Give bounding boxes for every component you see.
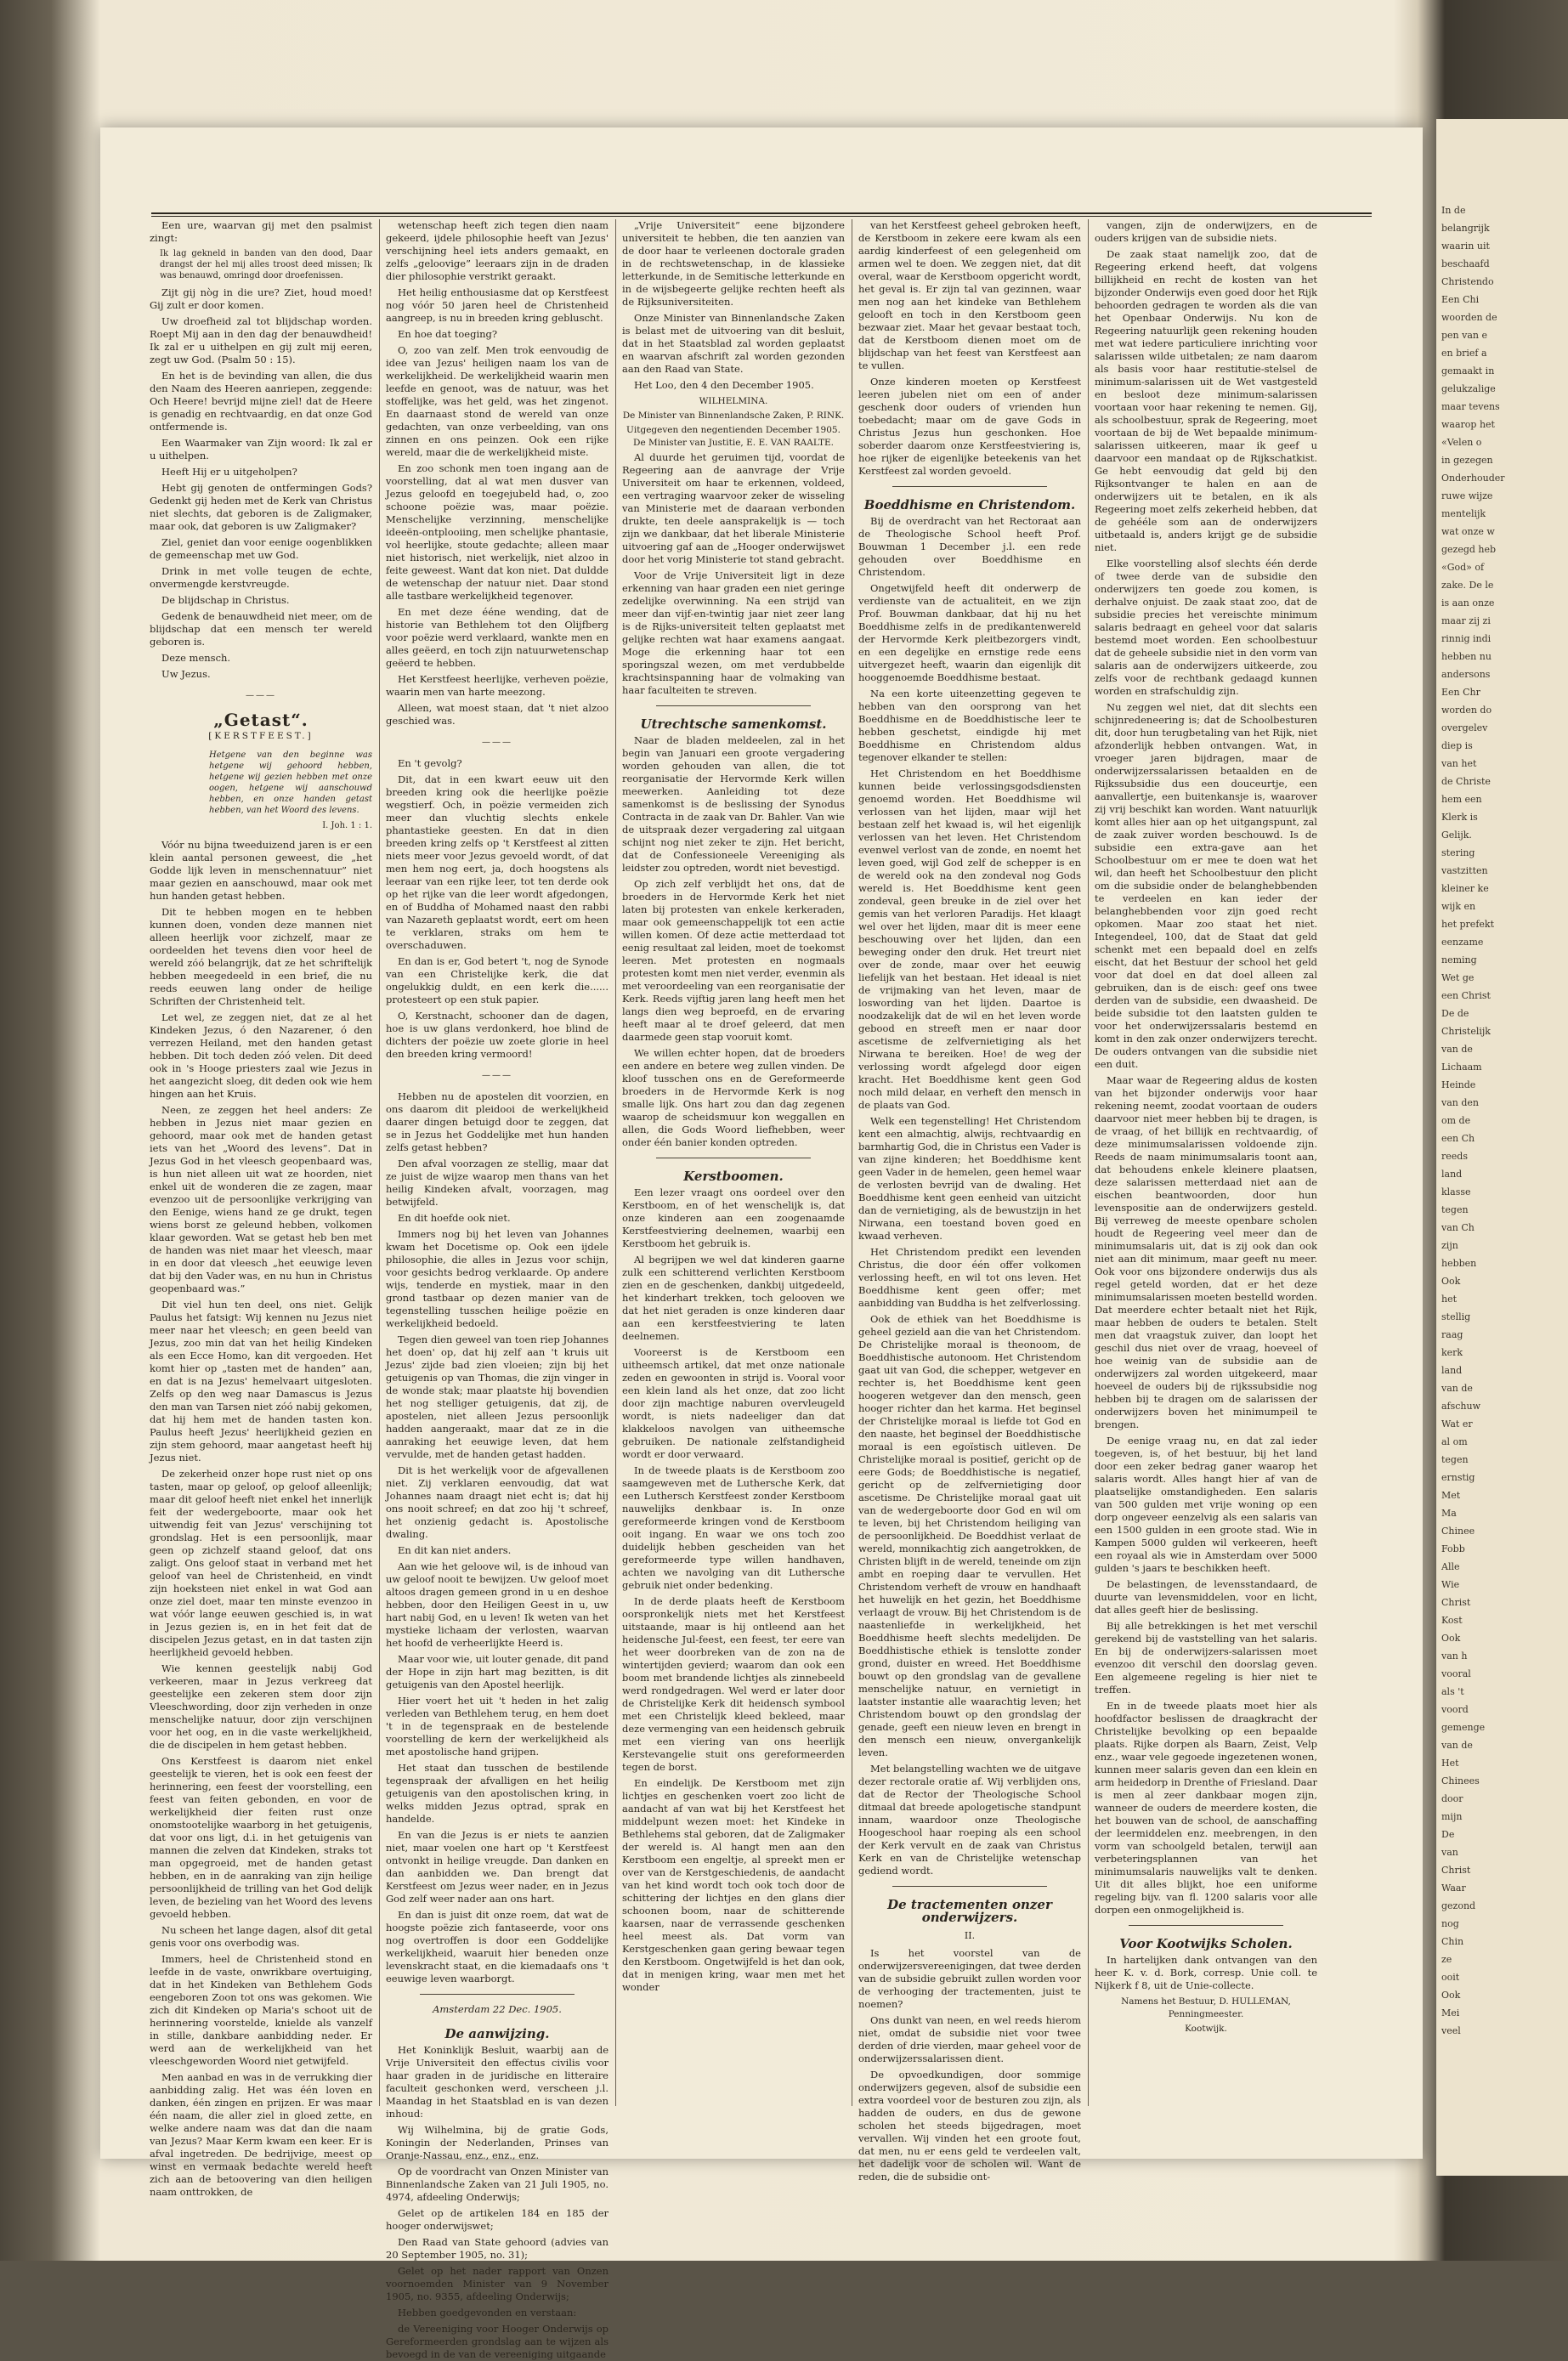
signature-line: Kootwijk. [1185, 2024, 1227, 2034]
adjacent-page-text-fragment: neming [1441, 954, 1477, 965]
adjacent-page-text-fragment: Christendo [1441, 276, 1494, 287]
article-subtitle: [KERSTFEEST.] [208, 731, 314, 741]
adjacent-page-text-fragment: is aan onze [1441, 597, 1495, 609]
paragraph: Hebben goedgevonden en verstaan: [398, 2307, 577, 2319]
section-title: Kerstboomen. [683, 1169, 784, 1184]
adjacent-page-text-fragment: «Velen o [1441, 437, 1482, 448]
paragraph: O, zoo van zelf. Men trok eenvoudig de idee van Jezus' heiligen naam los van de werkelijkheid. De werkelijkheid waarin men leefde en genoot, was de natuur, was het stoffelijke, was het geld, was het zingenot. En daarnaast stond de wereld van onze gedachten, van onze verbeelding, van ons zinnen en ons peinzen. Ook een rijke wereld, maar die de werkelijkheid miste. [386, 344, 609, 458]
paragraph: Al begrijpen we wel dat kinderen gaarne zulk een schitterend verlichten Kerstboom zien en de geschenken, dankbij uitgedeeld, het kinderhart trekken, toch gelooven we dat het niet geraden is onze kinderen daar aan een kerstfeestviering te laten deelnemen. [622, 1254, 845, 1342]
adjacent-page-text-fragment: andersons [1441, 669, 1491, 680]
column-divider [379, 219, 380, 2106]
paragraph: Een lezer vraagt ons oordeel over den Kerstboom, en of het wenschelijk is, dat onze kinderen aan een zoogenaamde Kerstfeestviering deelnemen, waarbij een Kerstboom het gebruik is. [622, 1186, 845, 1249]
ornament-separator: ——— [482, 738, 512, 747]
paragraph: Heeft Hij er u uitgeholpen? [161, 466, 297, 478]
adjacent-page-text-fragment: en brief a [1441, 348, 1487, 359]
section-title: De aanwijzing. [444, 2026, 550, 2041]
adjacent-page-text-fragment: al om [1441, 1436, 1468, 1447]
paragraph: wetenschap heeft zich tegen dien naam gekeerd, ijdele philosophie heeft van Jezus' verschijning heel iets anders gemaakt, en zelfs „geloovige” leeraars zijn in de draden dier philosophie verstrikt geraakt. [386, 219, 609, 282]
adjacent-page-text-fragment: afschuw [1441, 1401, 1481, 1412]
ornament-rule [656, 705, 811, 706]
paragraph: Is het voorstel van de onderwijzersvereenigingen, dat twee derden van de subsidie gebruikt zullen worden voor de verhooging der tractementen, juist te noemen? [858, 1947, 1081, 2010]
adjacent-page-text-fragment: reeds [1441, 1151, 1468, 1162]
paragraph: De zekerheid onzer hope rust niet op ons tasten, maar op geloof, op geloof alleenlijk; maar dit geloof heeft niet enkel het innerlijk feit der wedergeboorte, maar ook het uitwendig feit van Jezus' verschijning tot grondslag. Het is een persoonlijk, maar geen op zichzelf staand geloof, dat ons zaligt. Ons geloof staat in verband met het geloof van heel de Christenheid, en vindt zijn hoeksteen niet enkel in wat God aan onze ziel doet, maar ten minste evenzoo in wat vóór lange eeuwen geschied is, in wat in Jezus gezien is, en in het feit dat de discipelen Jezus getast, en in dat tasten zijn heerlijkheid gevoeld hebben. [150, 1468, 372, 1658]
article-title: „Getast“. [213, 710, 309, 730]
adjacent-page-text-fragment: In de [1441, 205, 1466, 216]
paragraph: En zoo schonk men toen ingang aan de voorstelling, dat al wat men dusver van Jezus geloofd en toegejubeld had, o, zoo schoone poëzie was, maar poëzie. Menschelijke verzinning, menschelijke ideeën-ontplooiing, men schelijke phantasie, vol heerlijke, stoute gedachte; alleen maar niet historisch, niet werkelijk, niet alzoo in feite geweest. Want dat kon niet. Dat duldde de wetenschap der natuur niet. Daar stond alle tastbare werkelijkheid tegenover. [386, 462, 609, 602]
paragraph: Zijt gij nòg in die ure? Ziet, houd moed! Gij zult er door komen. [150, 286, 372, 311]
adjacent-page-text-fragment: zijn [1441, 1240, 1458, 1251]
paragraph: Dit te hebben mogen en te hebben kunnen doen, vonden deze mannen niet alleen heerlijk voor zichzelf, maar ze oordeelden het tevens dien voor heel de wereld zóó belangrijk, dat ze het schriftelijk hebben meegedeeld in een brief, die nu reeds eeuwen lang onder de heilige Schriften der Christenheid telt. [150, 906, 372, 1007]
section-title: Boeddhisme en Christendom. [863, 497, 1076, 512]
paragraph: In hartelijken dank ontvangen van den heer K. v. d. Bork, corresp. Unie coll. te Nijkerk f 8, uit de Unie-collecte. [1095, 1954, 1317, 1991]
paragraph: Wij Wilhelmina, bij de gratie Gods, Koningin der Nederlanden, Prinses van Oranje-Nassau, enz., enz., enz. [386, 2124, 609, 2161]
paragraph: Den afval voorzagen ze stellig, maar dat ze juist de wijze waarop men thans van het heilig Kindeken afvalt, voorzagen, mag betwijfeld. [386, 1158, 609, 1208]
adjacent-page-text-fragment: overgelev [1441, 722, 1488, 733]
adjacent-page-text-fragment: tegen [1441, 1454, 1469, 1465]
paragraph: En van die Jezus is er niets te aanzien niet, maar voelen one hart op 't Kerstfeest ontvonkt in heilige vreugde. Dan danken en dan aanbidden we. Dan brengt dat Kerstfeest om Jezus weer nader, en in Jezus God zelf weer nader aan ons hart. [386, 1829, 609, 1905]
adjacent-page-text-fragment: beschaafd [1441, 258, 1490, 269]
adjacent-page-text-fragment: land [1441, 1169, 1463, 1180]
paragraph: Elke voorstelling alsof slechts één derde of twee derde van de subsidie den onderwijzers ten goede zou komen, is derhalve onjuist. De zaak staat zoo, dat de subsidie precies het vereischte minimum salaris bedraagt en geheel voor dat salaris bestemd moet worden. Een schoolbestuur dat de geheele subsidie niet in den vorm van salaris aan de onderwijzers uitkeerde, zou zelfs voor de rechtbank gedaagd kunnen worden en strafschuldig zijn. [1095, 558, 1317, 697]
paragraph: Ongetwijfeld heeft dit onderwerp de verdienste van de actualiteit, en we zijn Prof. Bouwman dankbaar, dat hij nu het Boeddhisme zelfs in de predikantenwereld der Hervormde Kerk pleitbezorgers vindt, en een degelijke en ernstige rede eens uitvergezet heeft, waarin dan eigenlijk dit hooggenoemde Boeddhisme bestaat. [858, 582, 1081, 683]
adjacent-page-text-fragment: hebben [1441, 1258, 1477, 1269]
adjacent-page-text-fragment: Fobb [1441, 1543, 1465, 1554]
adjacent-page-text-fragment: gemaakt in [1441, 365, 1495, 377]
column-3 [622, 219, 845, 2106]
paragraph: De zaak staat namelijk zoo, dat de Regeering erkend heeft, dat volgens billijkheid en recht de kosten van het bijzonder Onderwijs even goed door het Rijk behoorden gedragen te worden als die van het Openbaar Onderwijs. Nu kon de Regeering natuurlijk geen rekening houden met wat iedere particuliere inrichting voor salarissen wilde uitbetalen; ze nam daarom als basis voor haar restitutie-stelsel de minimum-salarissen uit de Wet vastgesteld en besloot deze minimum-salarissen voortaan voor haar rekening te nemen. Gij, als schoolbestuur, sprak de Regeering, moet voortaan de bij de Wet bepaalde minimum-salarissen uitkeeren, maar ik geef u daarvoor een mandaat op de Rijkschatkist. Ge hebt eenvoudig dat geld bij den Rijksontvanger te halen en aan de onderwijzers uit te betalen, en ik als Regeering moet zelfs zekerheid hebben, dat de gehééle som aan de onderwijzers uitbetaald is, anders krijgt ge de subsidie niet. [1095, 248, 1317, 553]
adjacent-page-text-fragment: het prefekt [1441, 919, 1494, 930]
adjacent-page-text-fragment: veel [1441, 2025, 1461, 2036]
signature-line: De Minister van Binnenlandsche Zaken, P. RINK. [622, 410, 845, 421]
section-title: Utrechtsche samenkomst. [640, 716, 827, 732]
paragraph: En het is de bevinding van allen, die dus den Naam des Heeren aanriepen, zeggende: Och Heere! bevrijd mijne ziel! dat de Heere is genadig en rechtvaardig, en dat onze God ontfermende is. [150, 370, 372, 433]
paragraph: Hier voert het uit 't heden in het zalig verleden van Bethlehem terug, en hem doet 't in de tegenspraak en de bestelende voorstelling de kern der werkelijkheid als met apostolische hand grijpen. [386, 1695, 609, 1758]
adjacent-page-text-fragment: maar tevens [1441, 401, 1500, 412]
scripture-motto: Hetgene van den beginne was hetgene wij gehoord hebben, hetgene wij gezien hebben met onze oogen, hetgene wij aanschouwd hebben, en onze handen getast hebben, van het Woord des levens. [209, 750, 372, 815]
adjacent-page-text-fragment: de Christe [1441, 776, 1491, 787]
scripture-citation: I. Joh. 1 : 1. [322, 821, 372, 830]
paragraph: Ook de ethiek van het Boeddhisme is geheel gezield aan die van het Christendom. De Christelijke moraal is theonoom, de Boeddhistische autonoom. Het Christendom gaat uit van God, die schepper, wetgever en rechter is, het Boeddhisme kent geen hoogeren wetgever dan den mensch, geen hooger richter dan het karma. Het beginsel der Christelijke moraal is liefde tot God en den naaste, het beginsel der Boeddhistische moraal is een egoïstisch uitleven. De Christelijke moraal is positief, gericht op de eere Gods; de Boeddhistische is negatief, gericht op de zelfvernietiging door ascetisme. De Christelijke moraal gaat uit van de wedergeboorte door God en wil om te leven, bij het Christendom heiliging van de persoonlijkheid. De Boeddhist verlaat de wereld, monnikachtig zich aangetrokken, de Christen blijft in de wereld, teneinde om zijn ambt en roeping daar te vervullen. Het Christendom verheft de vrouw en handhaaft het huwelijk en het gezin, het Boeddhisme verlaagt de vrouw. Bij het Christendom is de naastenliefde in werkelijkheid, het Boeddhisme heeft slechts medelijden. De Boeddhistische ethiek is tenslotte zonder grond, duister en wreed. Het Boeddhisme bouwt op den grondslag van de gevallene menschelijke natuur, en vernietigt in laatster instantie alle waarachtig leven; het Christendom bouwt op den grondslag der genade, geeft een nieuw leven en brengt in den mensch een nieuw, onvergankelijk leven. [858, 1313, 1081, 1758]
adjacent-page-text-fragment: Christelijk [1441, 1026, 1491, 1037]
paragraph: We willen echter hopen, dat de broeders een andere en betere weg zullen vinden. De kloof tusschen ons en de Gereformeerde broeders in de Hervormde Kerk is nog smalle lijk. Ons hart zou dan dag zegenen waarop de scheidsmuur kon weggallen en allen, die Gods Woord liefhebben, weer onder één banier konden optreden. [622, 1047, 845, 1148]
adjacent-page-text-fragment: Gelijk. [1441, 829, 1472, 841]
adjacent-page-text-fragment: een Ch [1441, 1133, 1475, 1144]
adjacent-page-text-fragment: Waar [1441, 1883, 1466, 1894]
paragraph: Een ure, waarvan gij met den psalmist zingt: [150, 219, 372, 244]
adjacent-page-text-fragment: van Ch [1441, 1222, 1475, 1233]
adjacent-page-text-fragment: maar zij zi [1441, 615, 1491, 626]
adjacent-page-text-fragment: mijn [1441, 1811, 1463, 1822]
paragraph: van het Kerstfeest geheel gebroken heeft, de Kerstboom in zekere eere kwam als een aardig kinderfeest of een gelegenheid om armen wel te doen. We zeggen niet, dat dit overal, waar de Kerstboom opgericht wordt, het geval is. Er zijn tal van gezinnen, waar men nog aan het kindeke van Bethlehem gelooft en toch in den Kerstboom geen bezwaar ziet. Maar het gevaar bestaat toch, dat de Kerstboom dienen moet om de blijdschap van het feest van Kerstfeest aan te vullen. [858, 219, 1081, 371]
paragraph: de Vereeniging voor Hooger Onderwijs op Gereformeerden grondslag aan te wijzen als bevoegd in de van de vereeniging uitgaande [386, 2323, 609, 2360]
paragraph: Alleen, wat moest staan, dat 't niet alzoo geschied was. [386, 702, 609, 727]
adjacent-page-text-fragment: stering [1441, 847, 1475, 858]
paragraph: De opvoedkundigen, door sommige onderwijzers gegeven, alsof de subsidie een extra voordeel voor de besturen zou zijn, als hadden de ouders, en dus de gewone scholen het steeds bijgedragen, moet vervallen. Wij vinden het een groote fout, dat men, nu er eens geld te verdeelen valt, het dadelijk voor de scholen wil. Want de reden, die de subsidie ont- [858, 2069, 1081, 2183]
paragraph: Al duurde het geruimen tijd, voordat de Regeering aan de aanvrage der Vrije Universiteit om haar te erkennen, voldeed, een vertraging waarvoor zeker de wisseling van Ministerie met de daaraan verbonden drukte, ten deele aansprakelijk is — toch zijn we dankbaar, dat het liberale Ministerie uitvoering gaf aan de „Hooger onderwijswet door het vorig Ministerie tot stand gebracht. [622, 451, 845, 565]
adjacent-page-text-fragment: eenzame [1441, 937, 1484, 948]
paragraph: En dan is juist dit onze roem, dat wat de hoogste poëzie zich fantaseerde, voor ons nog overtroffen is door een Goddelijke werkelijkheid, waaruit hier beneden onze levenskracht staat, en die kiemadaafs ons 't eeuwige leven waarborgt. [386, 1909, 609, 1984]
adjacent-page-text-fragment: wat onze w [1441, 526, 1495, 537]
adjacent-page-text-fragment: Chinees [1441, 1775, 1480, 1786]
paragraph: Bij alle betrekkingen is het met verschil gerekend bij de vaststelling van het salaris. En bij de onderwijzers-salarissen moet evenzoo dit verschil den doorslag geven. Een algemeene regeling is hier niet te treffen. [1095, 1620, 1317, 1696]
adjacent-page-text-fragment: land [1441, 1365, 1463, 1376]
adjacent-page-text-fragment: gelukzalige [1441, 383, 1496, 394]
ornament-rule [892, 1886, 1047, 1887]
column-5 [1095, 219, 1317, 2106]
adjacent-page-text-fragment: Mei [1441, 2007, 1460, 2018]
paragraph: Men aanbad en was in de verrukking dier aanbidding zalig. Het was één loven en danken, één zingen en prijzen. Er was maar één naam, die aller ziel in gloed zette, en welke andere naam was dat dan die naam van Jezus? Maar Kerm kwam een keer. Er is afval ingetreden. De bedrijvige, meest op winst en vermaak bedachte wereld heeft zich aan de betoovering van dien heiligen naam onttrokken, de [150, 2071, 372, 2198]
adjacent-page-text-fragment: Een Chr [1441, 687, 1480, 698]
paragraph: Ons dunkt van neen, en wel reeds hierom niet, omdat de subsidie niet voor twee derden of drie vierden, maar geheel voor de onderwijzerssalarissen dient. [858, 2014, 1081, 2064]
paragraph: Het staat dan tusschen de bestilende tegenspraak der afvalligen en het heilig getuigenis van den apostolischen kring, in welks midden Jezus optrad, sprak en handelde. [386, 1762, 609, 1825]
paragraph: Immers, heel de Christenheid stond en leefde in de vaste, onwrikbare overtuiging, dat in het Kindeken van Bethlehem Gods eengeboren Zoon tot ons was gekomen. Wie zich dit Kindeken op Maria's schoot uit de herinnering voorstelde, knielde als vanzelf in stille, dankbare aanbidding neder. Er werd aan de werkelijkheid van het vleeschgeworden Woord niet getwijfeld. [150, 1953, 372, 2067]
adjacent-page-text-fragment: Chinee [1441, 1526, 1475, 1537]
adjacent-page-text-fragment: «God» of [1441, 562, 1485, 573]
adjacent-page-text-fragment: Kost [1441, 1615, 1463, 1626]
column-divider [615, 219, 616, 2106]
adjacent-page-text-fragment: van de [1441, 1044, 1473, 1055]
adjacent-page-text-fragment: hebben nu [1441, 651, 1492, 662]
paragraph: O, Kerstnacht, schooner dan de dagen, hoe is uw glans verdonkerd, hoe blind de dichters der poëzie uw zoete glorie in heel den breeden kring vermoord! [386, 1010, 609, 1060]
adjacent-page-text-fragment: Lichaam [1441, 1062, 1482, 1073]
paragraph: Neen, ze zeggen het heel anders: Ze hebben in Jezus niet maar gezien en gehoord, maar ook met de handen getast iets van het „Woord des levens”. Dat in Jezus God in het vleesch geopenbaard was, is hun niet alleen uit wat ze hoorden, niet enkel uit de wonderen die ze zagen, maar evenzoo uit de persoonlijke verkrijging van den Eenige, wiens hand ze ge drukt, tegen wiens borst ze geleund hebben, volkomen klaar geworden. Wat se getast heb ben met de handen was niet maar het vleesch, maar in en door dat vleesch „het eeuwige leven dat bij den Vader was, en nu hun in Christus geopenbaard was.” [150, 1104, 372, 1294]
paragraph: Aan wie het geloove wil, is de inhoud van uw geloof nooit te bewijzen. Uw geloof moet altoos dragen gemeen grond in u en deshoe hebben, door den Heiligen Geest in u, uw hart nabij God, en u leven! Ik weten van het mystieke lichaam der verlosten, waarvan het hoofd de verheerlijkte Heerd is. [386, 1560, 609, 1649]
paragraph: Uw droefheid zal tot blijdschap worden. Roept Mij aan in den dag der benauwdheid! Ik zal er u uithelpen en gij zult mij eeren, zegt uw God. (Psalm 50 : 15). [150, 315, 372, 365]
paragraph: Een Waarmaker van Zijn woord: Ik zal er u uithelpen. [150, 437, 372, 461]
adjacent-page-text-fragment: tegen [1441, 1204, 1469, 1215]
paragraph: Vooreerst is de Kerstboom een uitheemsch artikel, dat met onze nationale zeden en gewoonten in strijd is. Vooral voor een klein land als het onze, dat zoo licht door zijn machtige naburen overvleugeld wordt, is niets nadeeliger dan dat klakkeloos navolgen van uitheemsche gebruiken. De nationale zelfstandigheid wordt er door verwaard. [622, 1346, 845, 1460]
paragraph: In de tweede plaats is de Kerstboom zoo saamgeweven met de Luthersche Kerk, dat een Luthersch Kerstfeest zonder Kerstboom nauwelijks denkbaar is. In onze gereformeerde kringen vond de Kerstboom ooit ingang. En waar we ons toch zoo duidelijk hebben gescheiden van het gereformeerde type willen handhaven, achten we navolging van dit Luthersche gebruik niet onder bedenking. [622, 1464, 845, 1591]
adjacent-page-text-fragment: ze [1441, 1954, 1452, 1965]
paragraph: De blijdschap in Christus. [161, 594, 290, 606]
signature-line: WILHELMINA. [699, 396, 768, 406]
adjacent-page-text-fragment: pen van e [1441, 330, 1487, 341]
paragraph: Nu zeggen wel niet, dat dit slechts een schijnredeneering is; dat de Schoolbesturen dit, door hun terugbetaling van het Rijk, niet afzonderlijk hebben ontvangen. Wat, in vroeger jaren bijdragen, maar de onderwijzerssalarissen betaalden en de Rijkssubsidie dus een douceurtje, een aanvallertje, een buitenkansje is, waarover zij vrij beschikt kan worden. Want natuurlijk komt alles hier aan op het uitgangspunt, zal de zaak zuiver worden beschouwd. Is de subsidie een extra-gave aan het Schoolbestuur om er mee te doen wat het wil, dan heeft het Schoolbestuur den plicht om die subsidie onder de belanghebbenden te verdeelen en kan ieder der belanghebbenden voor zijn goed recht opkomen. Maar zoo staat het niet. Integendeel, 100, dat de Staat dat geld schenkt met een bepaald doel en zelfs eischt, dat het Bestuur der school het geld voor dat doel en dat doel alleen zal gebruiken, dan is de eisch: geef ons twee derden van de subsidie, een dwaasheid. De beide subsidie tot den laatsten gulden te voor het onderwijzerssalaris bestemd en komt in den zak onzer onderwijzers terecht. De ouders ontvangen van die subsidie niet een duit. [1095, 701, 1317, 1070]
adjacent-page-edge [1436, 119, 1568, 2176]
adjacent-page-text-fragment: wijk en [1441, 901, 1476, 912]
adjacent-page-text-fragment: belangrijk [1441, 223, 1490, 234]
paragraph: „Vrije Universiteit” eene bijzondere universiteit te hebben, die ten aanzien van de door haar te verleenen doctorale graden in de rechtswetenschap, in de klassieke letterkunde, in de Semitische letterkunde en in de wijsbegeerte gelijke rechten heeft als de Rijksuniversiteiten. [622, 219, 845, 308]
adjacent-page-text-fragment: De de [1441, 1008, 1469, 1019]
adjacent-page-text-fragment: kerk [1441, 1347, 1463, 1358]
paragraph: Ziel, geniet dan voor eenige oogenblikken de gemeenschap met uw God. [150, 536, 372, 561]
adjacent-page-text-fragment: waarop het [1441, 419, 1495, 430]
section-number: II. [964, 1930, 976, 1941]
paragraph: Met belangstelling wachten we de uitgave dezer rectorale oratie af. Wij verblijden ons, dat de Rector der Theologische School ditmaal dat breede apologetische standpunt innam, waardoor onze Theologische Hoogeschool haar roeping als een school der Kerk vervult en de zaak van Christus Kerk en van de Christelijke wetenschap gediend wordt. [858, 1763, 1081, 1877]
paragraph: En dan is er, God betert 't, nog de Synode van een Christelijke kerk, die dat ongelukkig duldt, en een kerk die...... protesteert op een stuk papier. [386, 955, 609, 1005]
ornament-separator: ——— [482, 1071, 512, 1080]
adjacent-page-text-fragment: voord [1441, 1704, 1469, 1715]
adjacent-page-text-fragment: Chin [1441, 1936, 1464, 1947]
paragraph: En dit hoefde ook niet. [398, 1212, 511, 1224]
adjacent-page-text-fragment: zake. De le [1441, 580, 1494, 591]
adjacent-page-text-fragment: ruwe wijze [1441, 490, 1493, 501]
adjacent-page-text-fragment: Christ [1441, 1597, 1471, 1608]
adjacent-page-text-fragment: hem een [1441, 794, 1482, 805]
adjacent-page-text-fragment: Ma [1441, 1508, 1457, 1519]
paragraph: Vóór nu bijna tweeduizend jaren is er een klein aantal personen geweest, die „het Godde lijk leven in menschennatuur” niet maar gezien en aanschouwd, maar ook met hun handen getast hebben. [150, 839, 372, 902]
adjacent-page-text-fragment: kleiner ke [1441, 883, 1489, 894]
adjacent-page-text-fragment: van [1441, 1847, 1458, 1858]
paragraph: Op de voordracht van Onzen Minister van Binnenlandsche Zaken van 21 Juli 1905, no. 4974, afdeeling Onderwijs; [386, 2166, 609, 2203]
adjacent-page-text-fragment: worden do [1441, 705, 1492, 716]
adjacent-page-text-fragment: Klerk is [1441, 812, 1478, 823]
adjacent-page-text-fragment: Met [1441, 1490, 1461, 1501]
adjacent-page-text-fragment: door [1441, 1793, 1463, 1804]
adjacent-page-text-fragment: van h [1441, 1650, 1468, 1662]
adjacent-page-text-fragment: Ook [1441, 1990, 1461, 2001]
paragraph: Bij de overdracht van het Rectoraat aan de Theologische School heeft Prof. Bouwman 1 December j.l. een rede gehouden over Boeddhisme en Christendom. [858, 515, 1081, 578]
paragraph: Drink in met volle teugen de echte, onvermengde kerstvreugde. [150, 565, 372, 590]
paragraph: Den Raad van State gehoord (advies van 20 September 1905, no. 31); [386, 2236, 609, 2261]
adjacent-page-text-fragment: van het [1441, 758, 1477, 769]
ornament-separator: ——— [246, 691, 276, 700]
paragraph: Naar de bladen meldeelen, zal in het begin van Januari een groote vergadering worden gehouden van allen, die tot reorganisatie der Hervormde Kerk willen meewerken. Aanleiding tot deze samenkomst is de beslissing der Synodus Contracta in de zaak van Dr. Bahler. Van wie de uitspraak dezer vergadering zal uitgaan schijnt nog niet zeker te zijn. Het bericht, dat de Confessioneele Vereeniging als leidster zou optreden, wordt niet bevestigd. [622, 734, 845, 874]
paragraph: Hebt gij genoten de ontfermingen Gods? Gedenkt gij heden met de Kerk van Christus niet slechts, dat geboren is de Zaligmaker, maar ook, dat geboren is uw Zaligmaker? [150, 482, 372, 532]
adjacent-page-text-fragment: gezegd heb [1441, 544, 1497, 555]
paragraph: Hebben nu de apostelen dit voorzien, en ons daarom dit pleidooi de werkelijkheid daarer dingen betuigd door te zeggen, dat se in Jezus het Goddelijke met hun handen zelfs getast hebben? [386, 1090, 609, 1153]
column-1 [150, 219, 372, 2198]
adjacent-page-text-fragment: van den [1441, 1097, 1479, 1108]
adjacent-page-text-fragment: om de [1441, 1115, 1471, 1126]
paragraph: En in de tweede plaats moet hier als hoofdfactor beslissen de draagkracht der Christelijke bevolking op een bepaalde plaats. Rijke dorpen als Baarn, Zeist, Velp enz., waar vele gegoede ingezetenen wonen, kunnen meer salaris geven dan een klein en arm heidedorp in Drenthe of Friesland. Daar is men al zeer dankbaar mogen zijn, wanneer de ouders de meerdere kosten, die het bouwen van de school, de aanschaffing der leermiddelen enz. meebrengen, in den vorm van schoolgeld betalen, terwijl aan verbeteringsplannen van het minimumsalaris nauwelijks valt te denken. Uit dit alles blijkt, hoe een uniforme regeling bijv. van fl. 1200 salaris voor alle dorpen een onmogelijkheid is. [1095, 1700, 1317, 1916]
adjacent-page-text-fragment: De [1441, 1829, 1455, 1840]
paragraph: Uw Jezus. [161, 668, 211, 680]
adjacent-page-text-fragment: mentelijk [1441, 508, 1486, 519]
paragraph: En hoe dat toeging? [398, 328, 498, 340]
adjacent-page-text-fragment: Ook [1441, 1633, 1461, 1644]
paragraph: Het Kerstfeest heerlijke, verheven poëzie, waarin men van harte meezong. [386, 673, 609, 698]
paragraph: Het Christendom en het Boeddhisme kunnen beide verlossingsgodsdiensten genoemd worden. Het Boeddhisme wil verlossen van het lijden, maar wijl het bestaan zelf het kwaad is, wil het eigenlijk verlossen van het leven. Het Christendom evenwel verlost van de zonde, en noemt het leven goed, wijl God zelf de schepper is en de wereld ook na den zondeval nog Gods wereld is. Het Boeddhisme kent geen zondeval, geen breuke in de ziel over het gemis van het verloren Paradijs. Het klaagt wel over het lijden, maar dit is meer eene beschouwing over het lijden, dan een beweging onder den druk. Het treurt niet over de zonde, maar over het eeuwig liefelijk van het bestaan. Het ideaal is niet de vrijmaking van het leven, maar de loswording van het lijden. Daartoe is noodzakelijk dat de wil en het leven worde gebood en streeft men er naar door ascetisme de zelfvernietiging als het Nirwana te bereiken. Hoe! de weg der verlossing wordt afgelegd door eigen kracht. Het Boeddhisme kent geen God noch mild delaar, en verheft den mensch in de plaats van God. [858, 767, 1081, 1111]
paragraph: Welk een tegenstelling! Het Christendom kent een almachtig, alwijs, rechtvaardig en barmhartig God, die in Christus een Vader is van zijne kinderen; het Boeddhisme kent geen Vader in de hemelen, geen hemel waar de verlosten bevrijd van de dwaling. Het Boeddhisme kent geen eenheid van uitzicht dan de vernietiging, als de bewustzijn in het Nirwana, een toestand boven goed en kwaad verheven. [858, 1115, 1081, 1242]
adjacent-page-text-fragment: Ook [1441, 1276, 1461, 1287]
adjacent-page-text-fragment: gezond [1441, 1900, 1476, 1911]
adjacent-page-text-fragment: ooit [1441, 1972, 1460, 1983]
paragraph: En 't gevolg? [398, 757, 462, 769]
adjacent-page-text-fragment: Wet ge [1441, 972, 1475, 983]
paragraph: Let wel, ze zeggen niet, dat ze al het Kindeken Jezus, ó den Nazarener, ó den verrezen Heiland, met den handen getast hebben. Dit toch deden zóó velen. Dit deed ook in 's Hooge priesters zaal wie Jezus in het aangezicht sloeg, dit deden ook wie hem hingen aan het Kruis. [150, 1011, 372, 1100]
paragraph: Het Koninklijk Besluit, waarbij aan de Vrije Universiteit den effectus civilis voor haar graden in de juridische en litteraire faculteit geschonken werd, verscheen j.l. Maandag in het Staatsblad en is van dezen inhoud: [386, 2044, 609, 2120]
ornament-rule [1129, 1925, 1283, 1926]
adjacent-page-text-fragment: van de [1441, 1383, 1473, 1394]
paragraph: En met deze ééne wending, dat de historie van Bethlehem tot den Olijfberg voor poëzie werd verklaard, wankte men en alles geëerd, en toch zijn natuurwetenschap geëerd te hebben. [386, 606, 609, 669]
paragraph: Na een korte uiteenzetting gegeven te hebben van den oorsprong van het Boeddhisme en de Boeddhistische leer te hebben geschetst, eindigde hij met Boeddhisme en Christendom aldus tegenover elkander te stellen: [858, 688, 1081, 763]
paragraph: Onze kinderen moeten op Kerstfeest leeren jubelen niet om een of ander geschenk door ouders of vrienden hun toebedacht; maar om de gave Gods in Christus Jezus hun geschonken. Hoe soberder daarom onze Kerstfeestviering is, hoe rijker de eigenlijke beteekenis van het Kerstfeest zal worden gevoeld. [858, 376, 1081, 477]
paragraph: Gedenk de benauwdheid niet meer, om de blijdschap dat een mensch ter wereld geboren is. [150, 610, 372, 648]
adjacent-page-text-fragment: ernstig [1441, 1472, 1475, 1483]
paragraph: Dit, dat in een kwart eeuw uit den breeden kring ook die heerlijke poëzie wegstierf. Och, in poëzie vermeiden zich meer dan vluchtig slechts enkele phantastieke geesten. En dat in dien breeden kring zelfs op 't Kerstfeest al zitten niets meer voor Jezus gevoeld wordt, of dat men hem nog eert, ja, doch hoogstens als leeraar van een rijke leer, tot ten derde ook op het rijke van die leer wordt afgedongen, en of Buddha of Mohamed naast den rabbi van Nazareth geplaatst wordt, eert om heen te verklaren, straks om hem te overschaduwen. [386, 773, 609, 951]
section-title: De tractementen onzer onderwijzers. [887, 1897, 1052, 1925]
signature-line: Uitgegeven den negentienden December 1905. De Minister van Justitie, E. E. VAN RAALTE. [626, 425, 841, 448]
paragraph: En dit kan niet anders. [398, 1544, 512, 1556]
paragraph: Onze Minister van Binnenlandsche Zaken is belast met de uitvoering van dit besluit, dat in het Staatsblad zal worden geplaatst en waarvan afschrift zal worden gezonden aan den Raad van State. [622, 312, 845, 375]
section-title: Voor Kootwijks Scholen. [1119, 1936, 1293, 1951]
paragraph: Nu scheen het lange dagen, alsof dit getal genis voor ons overbodig was. [150, 1924, 372, 1949]
quoted-verse: Ik lag gekneld in banden van den dood, Daar drangst der hel mij alles troost deed missen; Ik was benauwd, omringd door droefenissen. [160, 249, 372, 280]
adjacent-page-text-fragment: Christ [1441, 1865, 1471, 1876]
adjacent-page-text-fragment: klasse [1441, 1186, 1471, 1197]
paragraph: Maar waar de Regeering aldus de kosten van het bijzonder onderwijs voor haar rekening neemt, zoodat voortaan de ouders daarvoor niet meer hebben bij te dragen, is de vraag, of het billijk en rechtvaardig, of deze minimumsalarissen voldoende zijn. Reeds de naam minimumsalaris toont aan, dat behoudens enkele kleinere plaatsen, deze salarissen metterdaad niet aan de eischen beantwoorden, door hun levenspositie aan de onderwijzers gesteld. Bij verreweg de meeste openbare scholen houdt de Regeering veel meer dan de minimumsalaris uit, dat is zij ook dan ook niet aan dit minimum, maar geeft nu meer. Ook voor ons bijzondere onderwijs dus als regel geteld worden, dat er het deze minimumsalarissen moeten bestelld worden. Dat meerdere echter betaalt niet het Rijk, maar hebben de ouders te betalen. Stelt men dat vraagstuk zuiver, dan loopt het geschil dus niet over de vraag, hoeveel of hoe weinig van de subsidie aan de onderwijzers zal worden uitgekeerd, maar hoeveel de ouders bij de rijkssubsidie nog hebben bij te dragen om de salarissen der onderwijzers boven het minimumpeil te brengen. [1095, 1074, 1317, 1430]
adjacent-page-text-fragment: gemenge [1441, 1722, 1486, 1733]
paragraph: Immers nog bij het leven van Johannes kwam het Docetisme op. Ook een ijdele philosophie, die alles in Jezus voor schijn, voor gesichts bedrog verklaarde. Op andere wijs, tenderde en mystiek, maar in den grond tastbaar op dezen manier van de tegenstelling tusschen heilige poëzie en werkelijkheid bedoeld. [386, 1228, 609, 1329]
adjacent-page-text-fragment: Alle [1441, 1561, 1460, 1572]
paragraph: Deze mensch. [161, 652, 231, 664]
column-4 [858, 219, 1081, 2183]
signature-line: Namens het Bestuur, D. HULLEMAN, Penningmeester. [1121, 1996, 1291, 2019]
adjacent-page-text-fragment: Wat er [1441, 1418, 1473, 1430]
adjacent-page-text-fragment: rinnig indi [1441, 633, 1492, 644]
adjacent-page-text-fragment: waarin uit [1441, 241, 1490, 252]
paragraph: Het Loo, den 4 den December 1905. [634, 379, 814, 391]
paragraph: Tegen dien geweel van toen riep Johannes het doen' op, dat hij zelf aan 't kruis uit Jezus' zijde bad zien vloeien; zijn bij het getuigenis op van Thomas, die zijn vinger in de wonde stak; maar plaatste hij bovendien het nog stelliger getuigenis, dat zij, de apostelen, niet alleen Jezus persoonlijk hadden aangeraakt, maar dat ze in die aanraking het eeuwige leven, dat hem vervulde, met de handen getast hadden. [386, 1333, 609, 1460]
paragraph: Gelet op de artikelen 184 en 185 der hooger onderwijswet; [386, 2207, 609, 2232]
paragraph: Maar voor wie, uit louter genade, dit pand der Hope in zijn hart mag bezitten, is dit getuigenis van den Apostel heerlijk. [386, 1653, 609, 1690]
adjacent-page-text-fragment: diep is [1441, 740, 1473, 751]
paragraph: Voor de Vrije Universiteit ligt in deze erkenning van haar graden een niet geringe zedelijke overwinning. Na een strijd van meer dan vijf-en-twintig jaar niet zeer lang is de Rijks-universiteit telten geplaatst met gelijke rechten wat haar examens aangaat. Moge die erkenning haar tot een sporingszal wezen, om met verdubbelde krachtsinspanning haar de volmaking van haar faculteiten te streven. [622, 569, 845, 696]
paragraph: In de derde plaats heeft de Kerstboom oorspronkelijk niets met het Kerstfeest uitstaande, maar is hij ontleend aan het heidensche Jul-feest, een feest, ter eere van het weer doorbreken van de zon na de wintertijden gevierd; waarom dan ook een boom met brandende lichtjes als zinnebeeld werd rondgedragen. Wel werd er later door de Christelijke Kerk dit heidensch symbool met een Christelijk kleed bekleed, maar deze vermenging van een heidensch gebruik met een viering van ons heerlijk Kerstevangelie stuit ons gereformeerden tegen de borst. [622, 1595, 845, 1773]
paragraph: En eindelijk. De Kerstboom met zijn lichtjes en geschenken voert zoo licht de aandacht af van wat bij het Kerstfeest het middelpunt wezen moet: het Kindeke in Bethlehems stal geboren, dat de Zaligmaker der wereld is. Al hangt men aan den Kerstboom een engeltje, al spreekt men er over van de Kerstgeschiedenis, de aandacht van het kind wordt toch ook toch door de schittering der lichtjes en den glans dier schoonen boom, naar de schitterende kaarsen, naar de verrassende geschenken heel meest als. Dat vorm van Kerstgeschenken gaan gering bewaar tegen den Kerstboom. Ongetwijfeld is het dan ook, dat in menigen kring, waar men met het wonder [622, 1777, 845, 1993]
adjacent-page-text-fragment: nog [1441, 1918, 1459, 1929]
column-2 [386, 219, 609, 2360]
top-rule [151, 212, 1372, 214]
paragraph: Wie kennen geestelijk nabij God verkeeren, maar in Jezus verkreeg dat geestelijke een zekeren stem door zijn Vleeschwording, door zijn verheden in onze menschelijke natuur, door zijn verschijnen voor het oog, en in die vaste werkelijkheid, die de discipelen in hem getast hebben. [150, 1662, 372, 1751]
adjacent-page-text-fragment: van de [1441, 1740, 1473, 1751]
paragraph: Gelet op het nader rapport van Onzen voornoemden Minister van 9 November 1905, no. 9355, afdeeling Onderwijs; [386, 2265, 609, 2302]
adjacent-page-text-fragment: Onderhouder [1441, 473, 1505, 484]
paragraph: Het heilig enthousiasme dat op Kerstfeest nog vóór 50 jaren heel de Christenheid aangreep, is nu in breeden kring gebluscht. [386, 286, 609, 324]
adjacent-page-text-fragment: raag [1441, 1329, 1463, 1340]
adjacent-page-text-fragment: Een Chi [1441, 294, 1480, 305]
paragraph: vangen, zijn de onderwijzers, en de ouders krijgen van de subsidie niets. [1095, 219, 1317, 244]
paragraph: De eenige vraag nu, en dat zal ieder toegeven, is, of het bestuur, bij het land door een zeker bedrag ganer waarop het salaris wordt. Alles hangt hier af van de plaatselijke omstandigheden. Een salaris van 500 gulden met vrije woning op een dorp ongeveer eenzelvig als een salaris van een 1500 gulden in een groote stad. Wie in Kampen 5000 gulden wil verkeeren, heeft een royaal als wie in Amsterdam over 5000 gulden 's jaars te beschikken heeft. [1095, 1435, 1317, 1574]
paragraph: De belastingen, de levensstandaard, de duurte van levensmiddelen, voor en licht, dat alles geeft hier de beslissing. [1095, 1578, 1317, 1616]
adjacent-page-text-fragment: vastzitten [1441, 865, 1488, 876]
paragraph: Op zich zelf verblijdt het ons, dat de broeders in de Hervormde Kerk het niet laten bij protesten van enkele kerkeraden, maar ook gemeenschappelijk tot een actie willen komen. Of deze actie metterdaad tot eenig resultaat zal leiden, moet de toekomst leeren. Met protesten en nogmaals protesten komt men niet verder, evenmin als met veroordeeling van een reorganisatie der Kerk. Reeds vijftig jaren lang heeft men het langs dien weg beproefd, en de ervaring heeft maar al te droef geleerd, dat men daarmede geen stap vooruit komt. [622, 878, 845, 1043]
adjacent-page-text-fragment: stellig [1441, 1311, 1471, 1322]
adjacent-page-text-fragment: een Christ [1441, 990, 1491, 1001]
adjacent-page-text-fragment: woorden de [1441, 312, 1497, 323]
adjacent-page-text-fragment: in gezegen [1441, 455, 1493, 466]
paragraph: Dit viel hun ten deel, ons niet. Gelijk Paulus het fatsigt: Wij kennen nu Jezus niet meer naar het vleesch; en geen beeld van Jezus, zoo min dat van het heilig Kindeken als een Ecce Homo, kan dit vergoeden. Het komt hier op „tasten met de handen” aan, en dat is na Jezus' hemelvaart uitgesloten. Zelfs op den weg naar Damascus is Jezus den man van Tarsen niet zóó nabij gekomen, dat hij hem met de handen tasten kon. Paulus heeft Jezus' heerlijkheid gezien en zijn stem gehoord, maar aangetast heeft hij Jezus niet. [150, 1299, 372, 1464]
paragraph: Dit is het werkelijk voor de afgevallenen niet. Zij verklaren eenvoudig, dat wat Johannes naam draagt niet echt is; dat hij ons nooit schreef; en dat zoo hij 't schreef, het onzienig gedacht is. Apostolische dwaling. [386, 1464, 609, 1540]
adjacent-page-text-fragment: het [1441, 1294, 1458, 1305]
adjacent-page-text-fragment: Heinde [1441, 1079, 1476, 1090]
paragraph: Het Christendom predikt een levenden Christus, die door één offer volkomen verlossing heeft, en wil tot ons leven. Het Boeddhisme kent geen offer; met aanbidding van Buddha is het zelfverlossing. [858, 1246, 1081, 1309]
adjacent-page-text-fragment: vooral [1441, 1668, 1471, 1679]
ornament-rule [892, 486, 1047, 487]
paragraph: Ons Kerstfeest is daarom niet enkel geestelijk te vieren, het is ook een feest der herinnering, een feest der voorstelling, een feest van feiten gebonden, en voor de werkelijkheid dier feiten rust onze onomstootelijke waarborg in het getuigenis, dat voor ons ligt, d.i. in het getuigenis van mannen die zelven dat Kindeken, straks tot man opgegroeid, met de handen getast hebben, en in de aanraking van zijn heilige persoonlijkheid de trilling van het God delijk leven, de bezieling van het Woord des levens gevoeld hebben. [150, 1755, 372, 1920]
adjacent-page-text-fragment: Wie [1441, 1579, 1460, 1590]
ornament-rule [420, 1994, 575, 1995]
dateline: Amsterdam 22 Dec. 1905. [433, 2003, 562, 2015]
adjacent-page-text-fragment: als 't [1441, 1686, 1464, 1697]
column-divider [1088, 219, 1089, 2106]
adjacent-page-text-fragment: Het [1441, 1758, 1459, 1769]
top-rule-thin [151, 216, 1372, 217]
